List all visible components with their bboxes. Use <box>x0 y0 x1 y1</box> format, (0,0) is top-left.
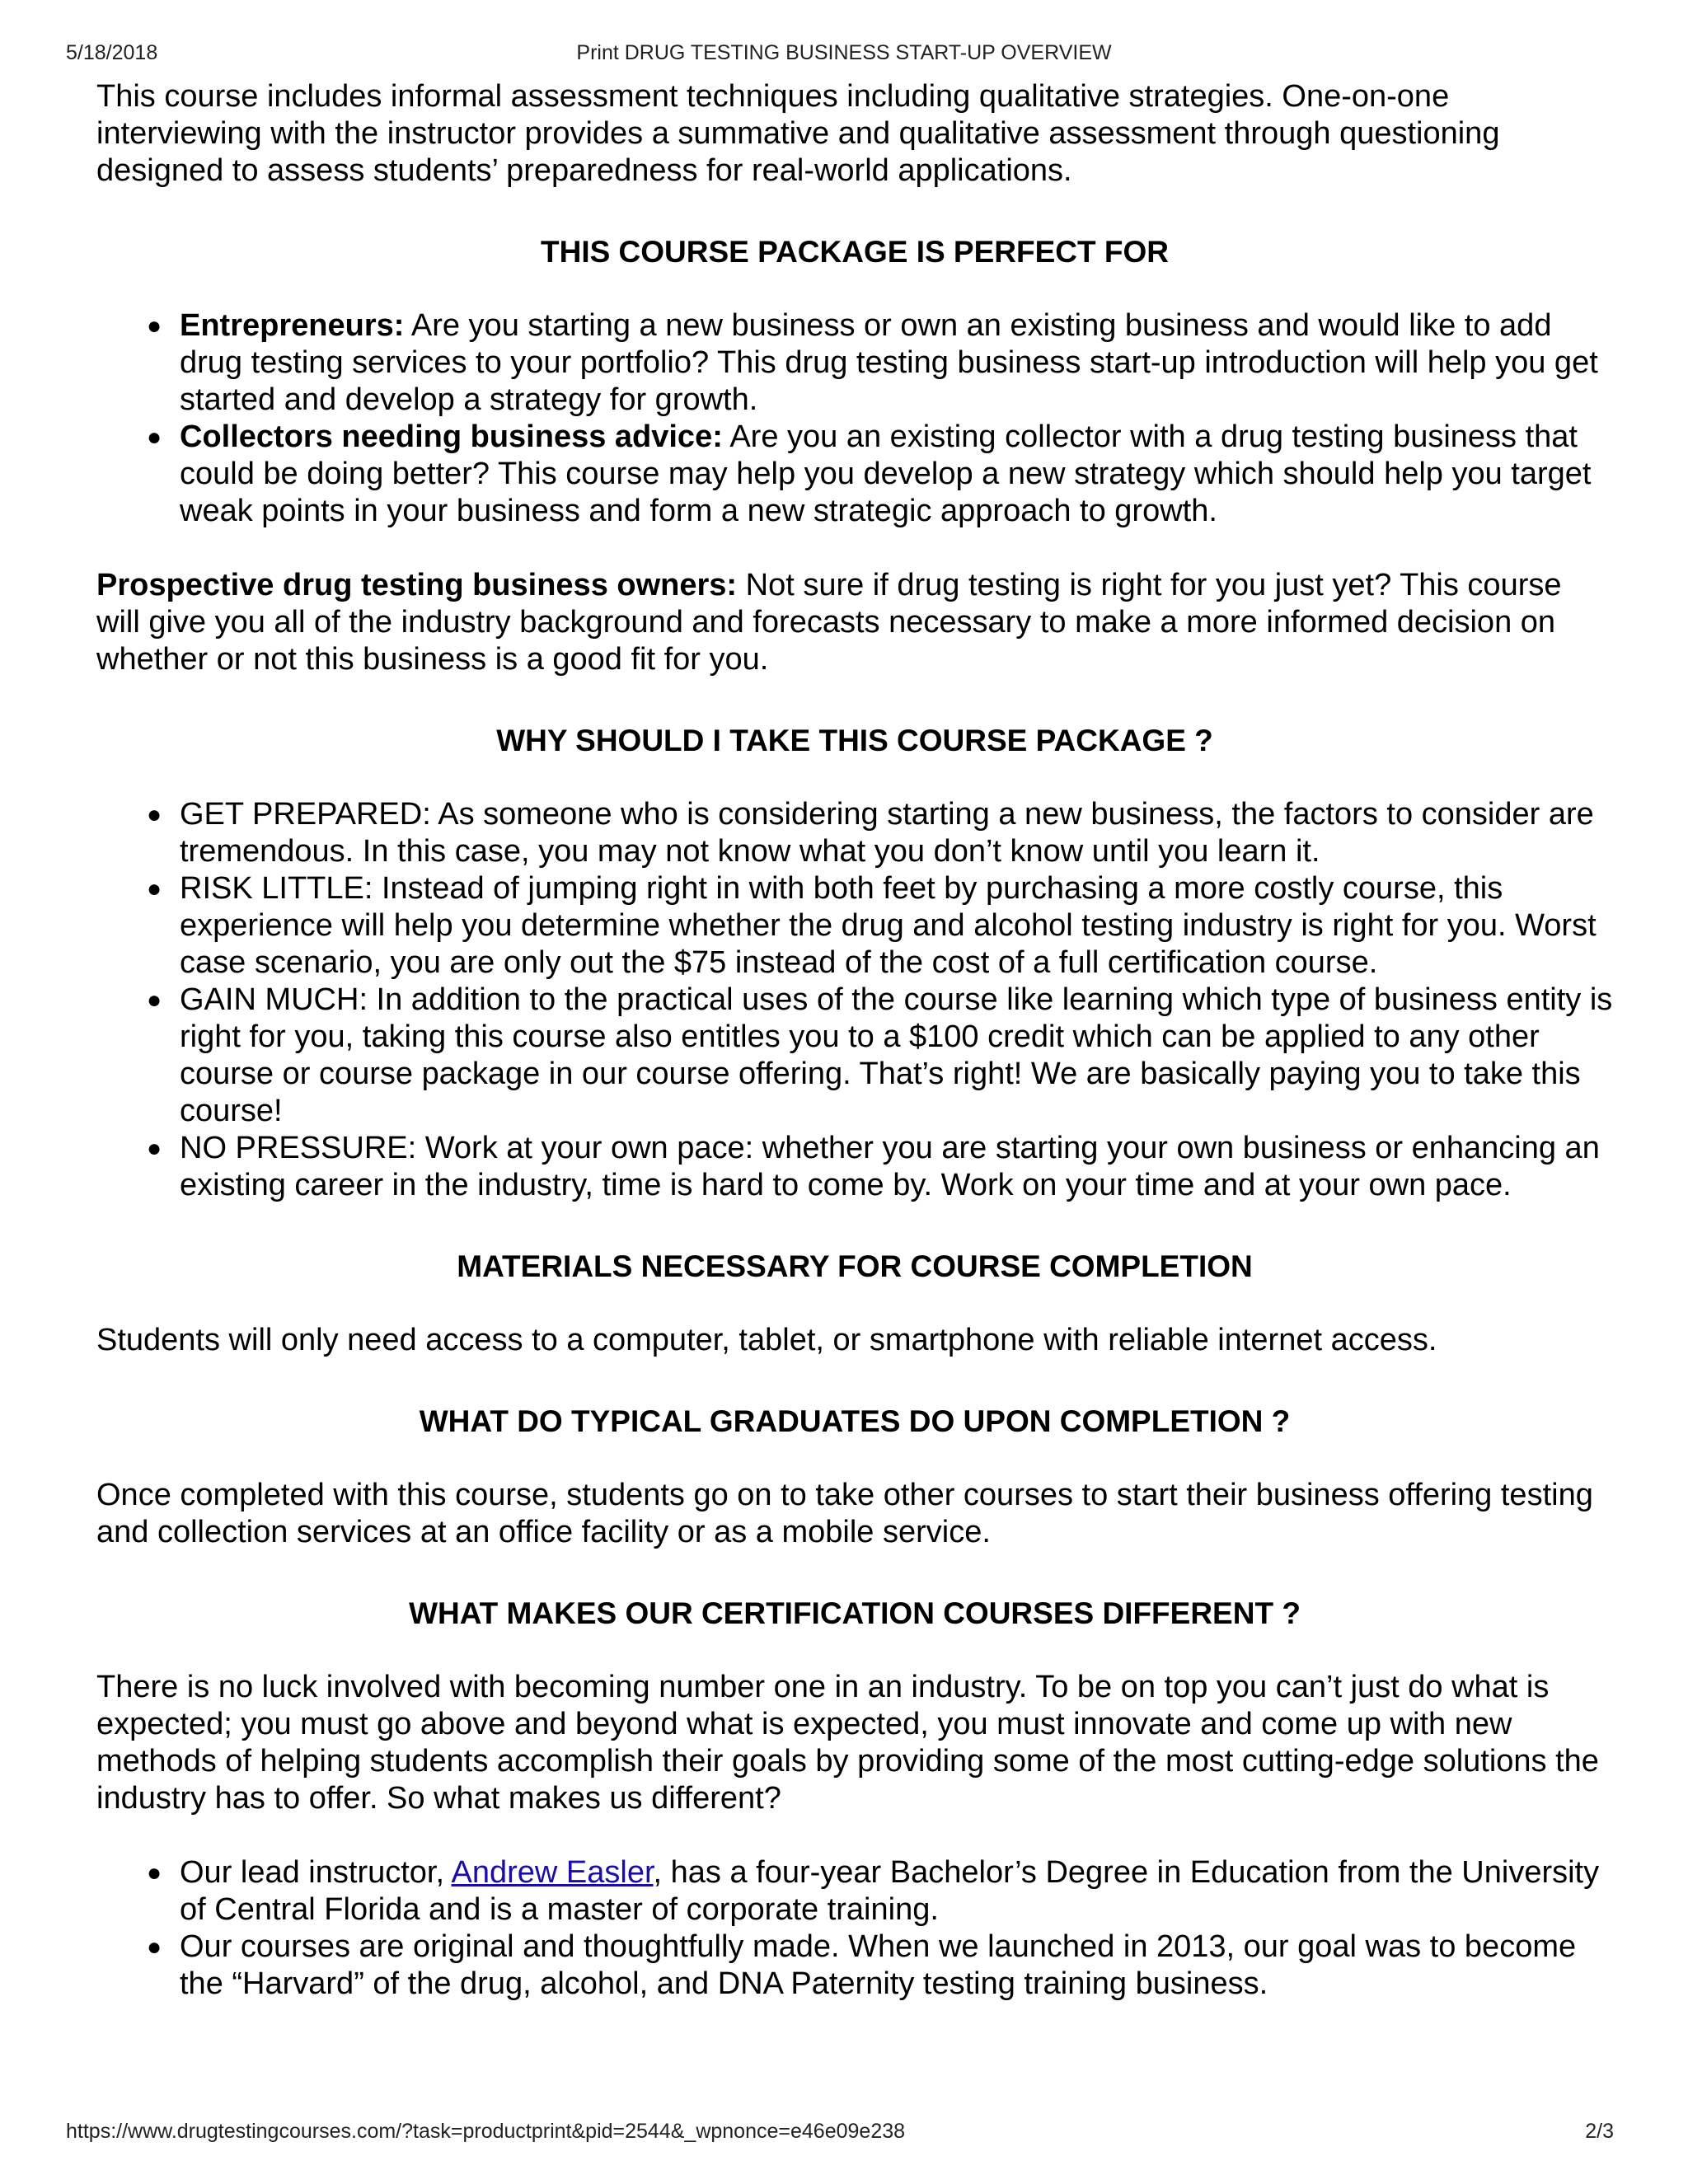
list-item <box>147 1854 1613 1929</box>
list-item <box>147 796 1613 870</box>
perfect-for-heading: THIS COURSE PACKAGE IS PERFECT FOR <box>541 235 1169 269</box>
print-footer <box>0 2120 1688 2146</box>
item-label: Entrepreneurs: <box>180 308 405 343</box>
bullet-icon: ● <box>147 1933 162 1961</box>
print-header <box>0 41 1688 68</box>
different-heading: WHAT MAKES OUR CERTIFICATION COURSES DIFFERENT ? <box>409 1596 1301 1630</box>
item-text: NO PRESSURE: Work at your own pace: whether you are starting your own business or enhancing an existing career in the industry, time is hard to come by. Work on your time and at your own pace. <box>180 1131 1600 1202</box>
materials-paragraph: Students will only need access to a computer, tablet, or smartphone with reliable internet access. <box>96 1323 1437 1357</box>
page-number: 2/3 <box>1585 2120 1614 2143</box>
list-item <box>147 307 1613 419</box>
prospective-label: Prospective drug testing business owners: <box>96 568 738 602</box>
list-item <box>147 870 1613 982</box>
item-text: GAIN MUCH: In addition to the practical uses of the course like learning which type of business entity is right for you, taking this course also entitles you to a $100 credit which can be applied to any other course or course package in our course offering. That’s right! We are basically paying you to take this course! <box>180 982 1613 1128</box>
perfect-for-list <box>96 307 1613 530</box>
bullet-icon: ● <box>147 1135 162 1162</box>
why-take-heading: WHY SHOULD I TAKE THIS COURSE PACKAGE ? <box>496 724 1213 757</box>
bullet-icon: ● <box>147 312 162 340</box>
why-take-list <box>96 796 1613 1204</box>
item-text-start: Our lead instructor, <box>180 1855 452 1890</box>
page-url: https://www.drugtestingcourses.com/?task=productprint&pid=2544&_wpnonce=e46e09e238 <box>66 2120 906 2143</box>
prospective-paragraph <box>96 567 1613 678</box>
graduates-heading: WHAT DO TYPICAL GRADUATES DO UPON COMPLETION ? <box>419 1404 1291 1438</box>
list-item <box>147 419 1613 530</box>
instructor-link[interactable]: Andrew Easler <box>451 1855 654 1890</box>
item-label: Collectors needing business advice: <box>180 419 723 454</box>
list-item <box>147 1929 1613 2003</box>
item-text: Are you an existing collector with a drug testing business that could be doing better? This course may help you develop a new strategy which should help you target weak points in your business and form a new strategic approach to growth. <box>180 419 1592 528</box>
different-paragraph: There is no luck involved with becoming number one in an industry. To be on top you can’t just do what is expected; you must go above and beyond what is expected, you must innovate and come up with new methods of helping students accomplish their goals by providing some of the most cutting-edge solutions the industry has to offer. So what makes us different? <box>96 1670 1599 1816</box>
bullet-icon: ● <box>147 1859 162 1886</box>
prospective-text: Not sure if drug testing is right for you just yet? This course will give you all of the industry background and forecasts necessary to make a more informed decision on whether or not this business is a good fit for you. <box>96 568 1562 677</box>
item-text: GET PREPARED: As someone who is considering starting a new business, the factors to consider are tremendous. In this case, you may not know what you don’t know until you learn it. <box>180 797 1594 869</box>
list-item <box>147 982 1613 1130</box>
print-title: Print DRUG TESTING BUSINESS START-UP OVERVIEW <box>576 41 1112 64</box>
bullet-icon: ● <box>147 987 162 1014</box>
graduates-paragraph: Once completed with this course, students go on to take other courses to start their business offering testing and collection services at an office facility or as a mobile service. <box>96 1478 1593 1549</box>
item-text: Are you starting a new business or own an existing business and would like to add drug testing services to your portfolio? This drug testing business start-up introduction will help you get started and develop a strategy for growth. <box>180 308 1598 417</box>
different-list <box>96 1854 1613 2003</box>
page-content <box>96 78 1613 2003</box>
bullet-icon: ● <box>147 424 162 451</box>
bullet-icon: ● <box>147 875 162 902</box>
item-text: RISK LITTLE: Instead of jumping right in with both feet by purchasing a more costly course, this experience will help you determine whether the drug and alcohol testing industry is right for you. Worst case scenario, you are only out the $75 instead of the cost of a full certification course. <box>180 871 1597 980</box>
item-text-end: , has a four-year Bachelor’s Degree in Education from the University of Central Florida and is a master of corporate training. <box>180 1855 1600 1927</box>
item-text: Our courses are original and thoughtfully made. When we launched in 2013, our goal was to become the “Harvard” of the drug, alcohol, and DNA Paternity testing training business. <box>180 1929 1577 2001</box>
print-date: 5/18/2018 <box>66 41 158 64</box>
intro-paragraph: This course includes informal assessment techniques including qualitative strategies. One-on-one interviewing with the instructor provides a summative and qualitative assessment through questioning designed to assess students’ preparedness for real-world applications. <box>96 79 1500 188</box>
list-item <box>147 1130 1613 1204</box>
materials-heading: MATERIALS NECESSARY FOR COURSE COMPLETION <box>457 1249 1253 1283</box>
bullet-icon: ● <box>147 801 162 828</box>
